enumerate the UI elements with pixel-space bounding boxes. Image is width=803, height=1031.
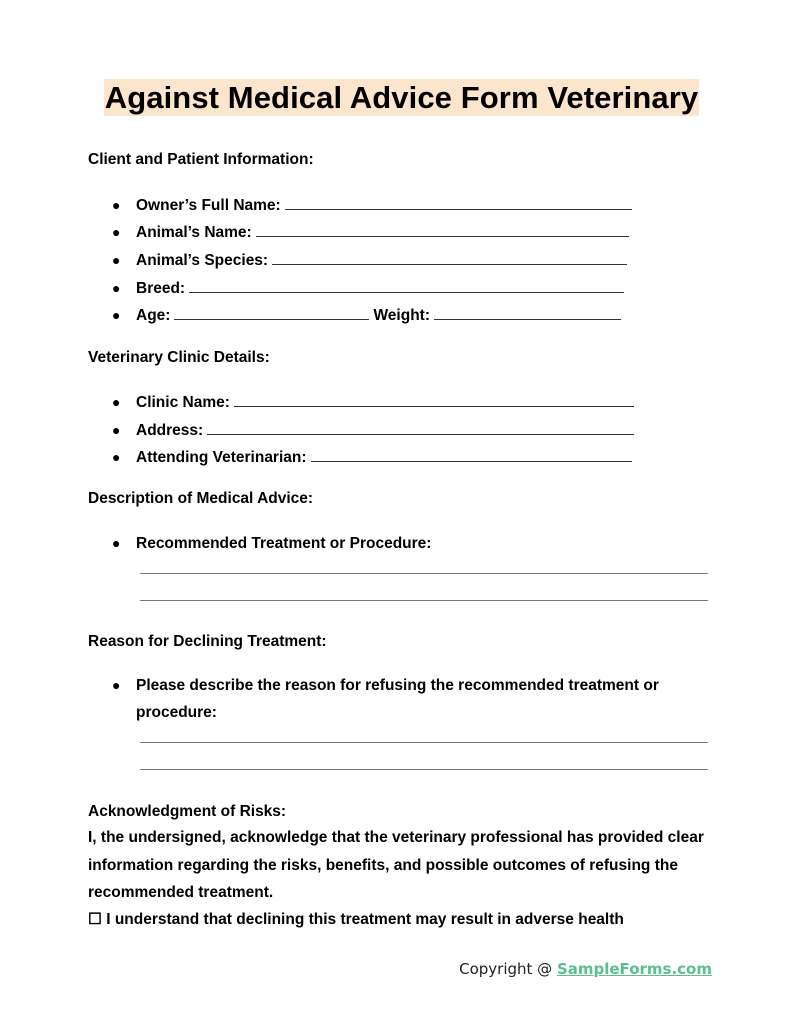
reason-answer-line-1[interactable]: [140, 742, 708, 743]
field-label: Age:: [136, 307, 171, 324]
breed-blank[interactable]: [189, 278, 624, 293]
field-label: Weight:: [373, 307, 430, 324]
treatment-answer-line-1[interactable]: [140, 573, 708, 574]
section-heading-advice: Description of Medical Advice:: [88, 490, 314, 507]
owner-name-blank[interactable]: [285, 195, 632, 210]
sampleforms-link[interactable]: SampleForms.com: [556, 960, 712, 978]
page-title: Against Medical Advice Form Veterinary: [104, 80, 699, 115]
field-clinic-name: [112, 392, 634, 412]
section-heading-client: Client and Patient Information:: [88, 151, 314, 168]
field-animal-name: [112, 222, 629, 242]
field-age-weight: [112, 305, 621, 325]
section-heading-reason: Reason for Declining Treatment:: [88, 633, 327, 650]
bullet-icon: ●: [112, 535, 121, 551]
treatment-answer-line-2[interactable]: [140, 600, 708, 601]
field-label: Recommended Treatment or Procedure:: [136, 535, 432, 552]
field-recommended-treatment: [112, 534, 431, 553]
section-heading-clinic: Veterinary Clinic Details:: [88, 349, 270, 366]
field-reason-line-1: [112, 676, 659, 695]
animal-name-blank[interactable]: [256, 222, 629, 237]
bullet-icon: ●: [112, 197, 121, 213]
field-label: Animal’s Species:: [136, 252, 269, 269]
bullet-icon: ●: [112, 224, 121, 240]
field-attending-vet: [112, 447, 632, 467]
bullet-icon: ●: [112, 449, 121, 465]
weight-blank[interactable]: [434, 305, 621, 320]
section-heading-risks: Acknowledgment of Risks:: [88, 803, 287, 820]
field-label: Clinic Name:: [136, 394, 230, 411]
field-label: Owner’s Full Name:: [136, 197, 281, 214]
risks-statement: I, the undersigned, acknowledge that the veterinary professional has provided clear information regarding the risks, benefits, and possible outcomes of refusing the recommended treatment.: [88, 829, 704, 901]
address-blank[interactable]: [207, 420, 634, 435]
field-reason-line-2: procedure:: [136, 704, 217, 721]
field-animal-species: [112, 250, 627, 270]
footer: [459, 960, 712, 978]
clinic-name-blank[interactable]: [234, 392, 634, 407]
age-blank[interactable]: [174, 305, 369, 320]
bullet-icon: ●: [112, 252, 121, 268]
field-label: Attending Veterinarian:: [136, 449, 307, 466]
animal-species-blank[interactable]: [272, 250, 627, 265]
checkbox-icon[interactable]: ☐: [88, 911, 102, 928]
copyright-text: Copyright @: [459, 960, 557, 978]
title-container: [0, 79, 803, 116]
field-label: Please describe the reason for refusing the recommended treatment or: [136, 677, 659, 694]
attending-vet-blank[interactable]: [311, 447, 632, 462]
bullet-icon: ●: [112, 280, 121, 296]
bullet-icon: ●: [112, 394, 121, 410]
bullet-icon: ●: [112, 677, 121, 693]
field-address: [112, 420, 634, 440]
risk-checkbox-item: [88, 906, 728, 934]
field-label: Breed:: [136, 280, 186, 297]
field-label: Address:: [136, 422, 204, 439]
reason-answer-line-2[interactable]: [140, 769, 708, 770]
field-owner-name: [112, 195, 632, 215]
bullet-icon: ●: [112, 307, 121, 323]
checkbox-label: I understand that declining this treatment may result in adverse health: [106, 911, 624, 928]
field-label: Animal’s Name:: [136, 224, 252, 241]
field-breed: [112, 278, 624, 298]
bullet-icon: ●: [112, 422, 121, 438]
